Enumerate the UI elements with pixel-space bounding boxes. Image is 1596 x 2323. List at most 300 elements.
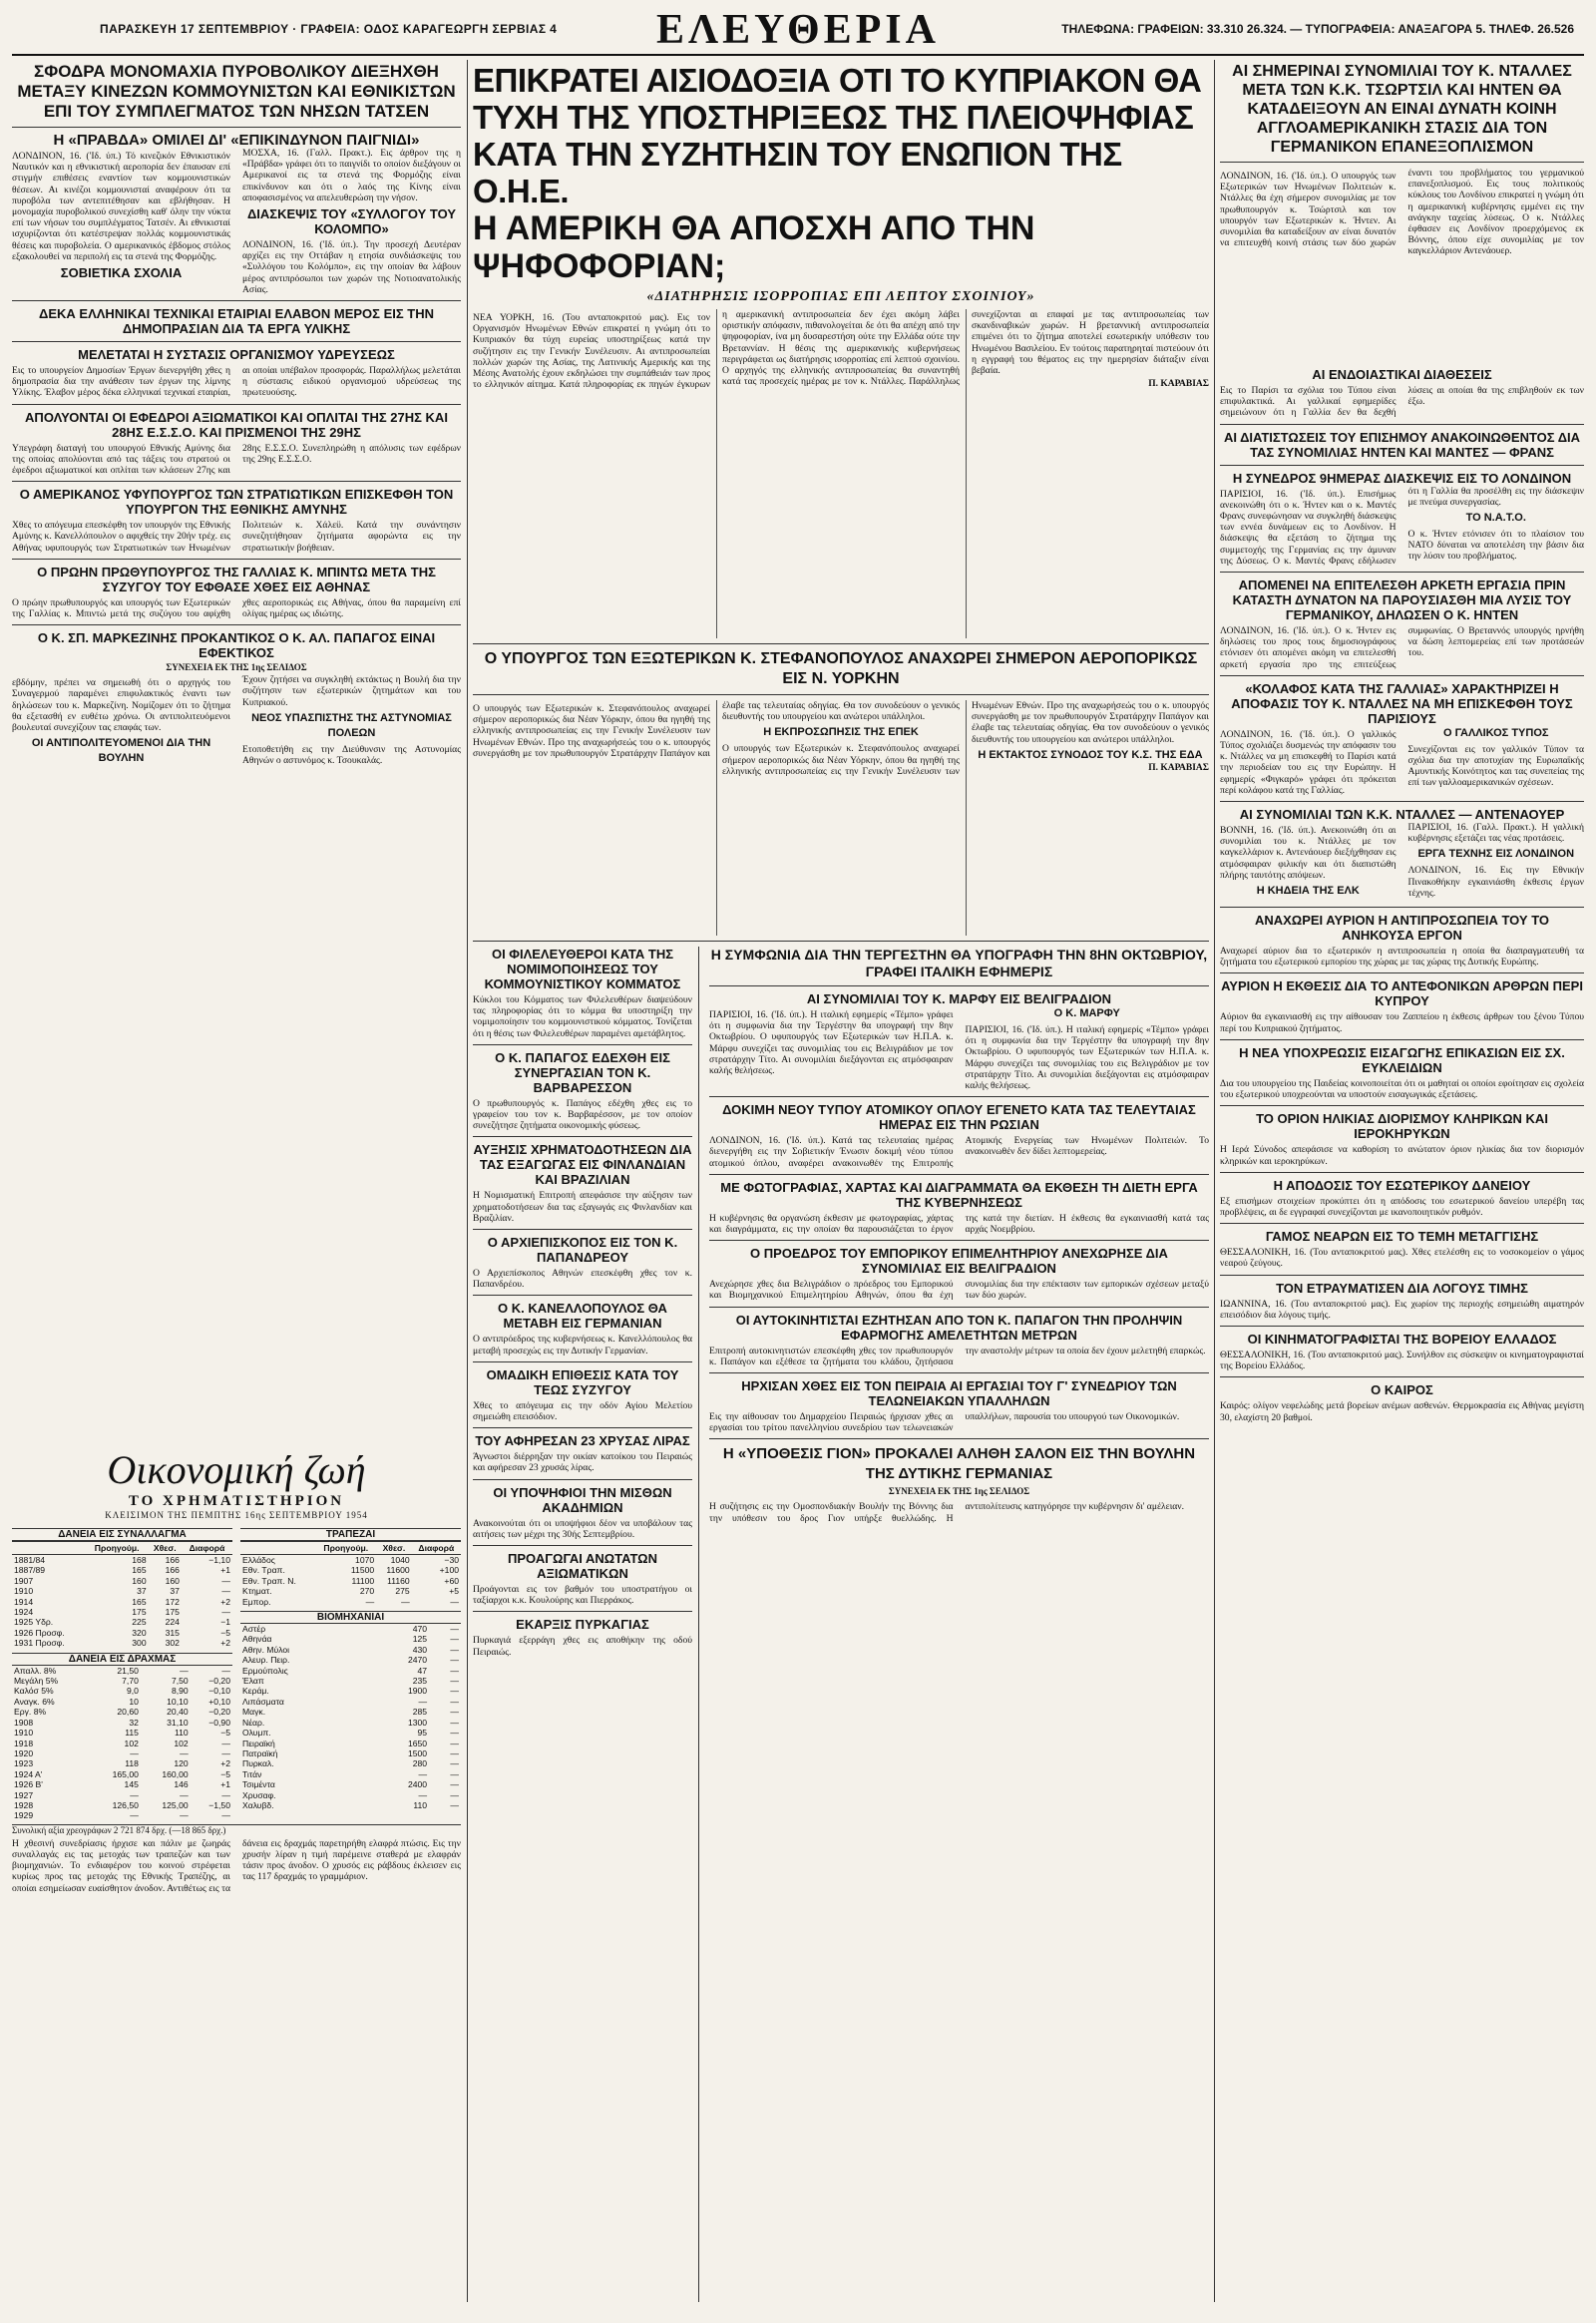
banks-cell: +100: [439, 1565, 459, 1576]
brief-headline: ΕΚΑΡΞΙΣ ΠΥΡΚΑΓΙΑΣ: [516, 1617, 649, 1633]
loans-row: [12, 1638, 232, 1648]
industries-cell: —: [418, 1768, 428, 1779]
industries-cell: Πατραϊκή: [242, 1747, 278, 1758]
drachma-loans-row: [12, 1758, 232, 1768]
nato-text: Ο κ. Ήντεν ετόνισεν ότι το πλαίσιον του ΝΑΤΟ δύναται να αποτελέση την βάσιν δια την λύσιν του προβλήματος.: [1407, 529, 1584, 563]
drachma-loans-cell: —: [130, 1789, 139, 1800]
banks-cell: 1070: [355, 1555, 375, 1565]
colombo-text: ΛΟΝΔΙΝΟΝ, 16. ('Ιδ. ύπ.). Την προσεχή Δευτέραν αρχίζει εις την Οττάβαν η ετησία συνδιάσκεψις του «Συλλόγου του Κολόμπο», εις την οποίαν θα λάβουν μέρος αντιπρόσωποι των χωρών της Νοτιοανατολικής Ασίας.: [242, 239, 461, 295]
masthead: [12, 8, 1584, 56]
trieste-headline: Η ΣΥΜΦΩΝΙΑ ΔΙΑ ΤΗΝ ΤΕΡΓΕΣΤΗΝ ΘΑ ΥΠΟΓΡΑΦΗ ΤΗΝ 8ΗΝ ΟΚΤΩΒΡΙΟΥ, ΓΡΑΦΕΙ ΙΤΑΛΙΚΗ ΕΦΗΜΕΡΙΣ: [710, 947, 1208, 979]
brief-text: Προάγονται εις τον βαθμόν του υποστρατήγου οι ταξίαρχοι κ.κ. Κουλούρης και Πιερράκος.: [473, 1584, 692, 1607]
drachma-loans-cell: 1918: [14, 1738, 34, 1748]
local-brief-text: Εξ επισήμων στοιχείων προκύπτει ότι η απόδοσις του εσωτερικού δανείου υπερέβη τας προβλέψεις, αι δε εγγραφαί συνεχίζονται με ικανοποιητικόν ρυθμόν.: [1220, 1195, 1584, 1218]
local-brief-text: Η Ιερά Σύνοδος απεφάσισε να καθορίση το ανώτατον όριον ηλικίας δια τον διορισμόν κληρικών και ιεροκηρύκων.: [1220, 1144, 1584, 1167]
industries-cell: —: [450, 1779, 459, 1790]
industries-cell: Αλευρ. Πειρ.: [242, 1655, 290, 1666]
drachma-loans-table: [12, 1666, 232, 1821]
drachma-loans-row: [12, 1739, 232, 1748]
france-slap-text: ΛΟΝΔΙΝΟΝ, 16. ('Ιδ. ύπ.). Ο γαλλικός Τύπος σχολιάζει δυσμενώς την απόφασιν του κ. Ντάλλες να μη επισκεφθή το Παρίσι κατά την περιοδείαν του εις την Ευρώπην. Η εφημερίς «Φιγκαρό» γράφει ότι πρόκειται περί κολάφου κατά της Γαλλίας.: [1220, 728, 1396, 796]
drachma-loans-cell: 102: [174, 1738, 189, 1748]
drachma-loans-cell: —: [221, 1738, 230, 1748]
industries-cell: —: [450, 1789, 459, 1800]
local-briefs: [1220, 913, 1584, 1423]
brief-headline: ΟΙ ΦΙΛΕΛΕΥΘΕΡΟΙ ΚΑΤΑ ΤΗΣ ΝΟΜΙΜΟΠΟΙΗΣΕΩΣ ΤΟΥ ΚΟΜΜΟΥΝΙΣΤΙΚΟΥ ΚΟΜΜΑΤΟΣ: [484, 947, 681, 991]
local-brief-headline: Η ΑΠΟΔΟΣΙΣ ΤΟΥ ΕΣΩΤΕΡΙΚΟΥ ΔΑΝΕΙΟΥ: [1273, 1177, 1531, 1193]
industries-cell: Αθην. Μύλοι: [242, 1644, 290, 1655]
drachma-loans-row: [12, 1748, 232, 1758]
loans-row: [12, 1576, 232, 1586]
loans-cell: 165: [132, 1565, 147, 1576]
markezinis-text: εβδόμην, πρέπει να σημειωθή ότι ο αρχηγός του Συναγερμού παραμένει επιφυλακτικός έναντι των δηλώσεων του κ. Μαρκεζίνη. Νομίζομεν ότι το ζήτημα θα εξετασθή εν ευθέτω χρόνω. Οι αντιπολιτευόμενοι βουλευταί συνεχίζουν τας επαφάς των.: [12, 677, 230, 734]
loans-cell: 37: [137, 1586, 147, 1597]
industries-cell: —: [450, 1747, 459, 1758]
banks-cell: Κτηματ.: [242, 1586, 272, 1597]
banks-cell: Εμπορ.: [242, 1596, 271, 1607]
brief-headline: Ο ΑΡΧΙΕΠΙΣΚΟΠΟΣ ΕΙΣ ΤΟΝ Κ. ΠΑΠΑΝΔΡΕΟΥ: [487, 1235, 678, 1266]
eden-statement-text: ΛΟΝΔΙΝΟΝ, 16. ('Ιδ. ύπ.). Ο κ. Ήντεν εις δηλώσεις του προς τους δημοσιογράφους ετόνισεν ότι απομένει ακόμη να επιτελεσθή αρκετή εργασία προ της επιτεύξεως συμφωνίας. Ο Βρεταννός υπουργός ηρνήθη να δώση λεπτομερείας επί των προτάσεών του.: [1220, 625, 1584, 670]
industries-row: [240, 1769, 461, 1779]
drachma-loans-cell: 110: [174, 1728, 189, 1739]
newspaper-page: [12, 8, 1584, 2307]
loans-cell: —: [221, 1586, 230, 1597]
banks-column-header: Προηγούμ.: [315, 1542, 376, 1555]
loans-cell: 300: [132, 1638, 147, 1649]
industries-cell: —: [450, 1686, 459, 1697]
industries-row: [240, 1800, 461, 1810]
drachma-loans-cell: 7,70: [122, 1676, 139, 1687]
opposition-headline: ΟΙ ΑΝΤΙΠΟΛΙΤΕΥΟΜΕΝΟΙ ΔΙΑ ΤΗΝ ΒΟΥΛΗΝ: [31, 737, 211, 765]
industries-row: [240, 1655, 461, 1665]
loans-cell: 1887/89: [14, 1565, 46, 1576]
local-brief-text: Αύριον θα εγκαινιασθή εις την αίθουσαν του Ζαππείου η έκθεσις άρθρων του ξένου Τύπου περί του Κυπριακού ζητήματος.: [1220, 1011, 1584, 1034]
loans-cell: 165: [132, 1596, 147, 1607]
fm-signature: Π. ΚΑΡΑΒΙΑΣ: [1148, 762, 1209, 773]
local-brief-text: ΘΕΣΣΑΛΟΝΙΚΗ, 16. (Του ανταποκριτού μας). Συνήλθον εις σύσκεψιν οι κινηματογραφισταί της Βορείου Ελλάδος.: [1220, 1349, 1584, 1372]
drachma-loans-cell: 1927: [14, 1789, 34, 1800]
murphy-label: Ο Κ. ΜΑΡΦΥ: [1053, 1007, 1120, 1019]
trieste-text: ΠΑΡΙΣΙΟΙ, 16. ('Ιδ. ύπ.). Η ιταλική εφημερίς «Τέμπο» γράφει ότι η συμφωνία δια την Τεργέστην θα υπογραφή την 8ην Οκτωβρίου. Ο υφυπουργός των Εξωτερικών των Η.Π.Α. κ. Μάρφυ συνεχίζει τας συνομιλίας του εις Βελιγράδιον με τον στρατάρχην Τίτο. Αι συνομιλίαι διεξάγονται εις ατμόσφαιραν καλής θελήσεως.: [709, 1009, 954, 1077]
drachma-loans-cell: 9,0: [126, 1686, 139, 1697]
brief-text: Άγνωστοι διέρρηξαν την οικίαν κατοίκου του Πειραιώς και αφήρεσαν 23 χρυσάς λίρας.: [473, 1451, 692, 1474]
drachma-loans-cell: 125,00: [162, 1799, 189, 1810]
drachma-loans-row: [12, 1800, 232, 1810]
loans-cell: 1931 Προσφ.: [14, 1638, 65, 1649]
local-brief-text: ΘΕΣΣΑΛΟΝΙΚΗ, 16. (Του ανταποκριτού μας). Χθες ετελέσθη εις το νοσοκομείον ο γάμος νεαρού ζεύγους.: [1220, 1247, 1584, 1270]
loans-cell: +1: [220, 1565, 230, 1576]
industries-cell: Πυρκαλ.: [242, 1758, 274, 1769]
banks-row: [240, 1576, 461, 1586]
motorists-text: Επιτροπή αυτοκινητιστών επεσκέφθη χθες τον πρωθυπουργόν κ. Παπάγον και εξέθεσε τα ζητήματα του κλάδου, ζητήσασα την αναστολήν μέτρων τα οποία δεν έχουν μελετηθή επαρκώς.: [709, 1345, 1206, 1367]
brief-text: Ανακοινούται ότι οι υποψήφιοι δέον να υποβάλουν τας αιτήσεις των μέχρι της 30ής Σεπτεμβρίου.: [473, 1517, 692, 1540]
industries-cell: Αθηνάα: [242, 1634, 272, 1645]
industries-row: [240, 1666, 461, 1676]
drachma-loans-title: ΔΑΝΕΙΑ ΕΙΣ ΔΡΑΧΜΑΣ: [12, 1653, 232, 1666]
loans-cell: +2: [220, 1638, 230, 1649]
industries-row: [240, 1634, 461, 1644]
dulles-adenauer-text: ΒΟΝΝΗ, 16. ('Ιδ. ύπ.). Ανεκοινώθη ότι αι συνομιλίαι του κ. Ντάλλες με τον καγκελλάριον κ. Αντενάουερ διεξήχθησαν εις ατμόσφαιραν φιλικήν και ότι διαπιστώθη πλήρης ταυτότης απόψεων.: [1220, 825, 1396, 881]
drachma-loans-cell: 146: [174, 1779, 189, 1790]
french-press-text: Συνεχίζονται εις τον γαλλικόν Τύπον τα σχόλια δια την αποτυχίαν της Ευρωπαϊκής Αμυντικής Κοινότητος και τας συνεπείας της επί των γαλλοαμερικανικών σχέσεων.: [1407, 743, 1584, 789]
loans-cell: 166: [165, 1555, 180, 1565]
industries-cell: 2470: [407, 1655, 428, 1666]
loans-title: ΔΑΝΕΙΑ ΕΙΣ ΣΥΝΑΛΛΑΓΜΑ: [12, 1528, 232, 1541]
main-headline-2: Η ΑΜΕΡΙΚΗ ΘΑ ΑΠΟΣΧΗ ΑΠΟ ΤΗΝ ΨΗΦΟΦΟΡΙΑΝ;: [473, 209, 1035, 285]
total-value: Συνολική αξία χρεογράφων 2 721 874 δρχ. (—18 865 δρχ.): [12, 1824, 461, 1835]
drachma-loans-row: [12, 1686, 232, 1696]
john-affair-headline: Η «ΥΠΟΘΕΣΙΣ ΓΙΟΝ» ΠΡΟΚΑΛΕΙ ΑΛΗΘΗ ΣΑΛΟΝ ΕΙΣ ΤΗΝ ΒΟΥΛΗΝ ΤΗΣ ΔΥΤΙΚΗΣ ΓΕΡΜΑΝΙΑΣ: [722, 1445, 1196, 1483]
john-affair-text: Η συζήτησις εις την Ομοσπονδιακήν Βουλήν της Βόννης δια την υπόθεσιν του δρος Γιον υπήρξε θυελλώδης. Η αντιπολίτευσις κατηγόρησε την κυβέρνησιν δι' αμέλειαν.: [709, 1501, 1185, 1524]
tech-text: Εις το υπουργείον Δημοσίων Έργων διενεργήθη χθες η δημοπρασία δια την ανάθεσιν των έργων της λίμνης Υλίκης. Έλαβον μέρος δέκα ελληνικαί τεχνικαί εταιρίαι, αι οποίαι υπέβαλον προσφοράς. Παραλλήλως μελετάται η σύστασις ειδικού οργανισμού υδρεύσεως της πρωτευούσης.: [12, 365, 461, 399]
drachma-loans-cell: 115: [125, 1728, 139, 1739]
left-lead-headline: ΣΦΟΔΡΑ ΜΟΝΟΜΑΧΙΑ ΠΥΡΟΒΟΛΙΚΟΥ ΔΙΕΞΗΧΘΗ ΜΕΤΑΞΥ ΚΙΝΕΖΩΝ ΚΟΜΜΟΥΝΙΣΤΩΝ ΚΑΙ ΕΘΝΙΚΙΣΤΩΝ ΕΠΙ ΤΟΥ ΣΥΜΠΛΕΓΜΑΤΟΣ ΤΩΝ ΝΗΣΩΝ ΤΑΤΣΕΝ: [17, 62, 456, 121]
banks-cell: 1040: [390, 1555, 410, 1565]
industries-row: [240, 1758, 461, 1768]
industries-row: [240, 1790, 461, 1800]
customs-text: Εις την αίθουσαν του Δημαρχείου Πειραιώς ήρχισαν χθες αι εργασίαι του τρίτου πανελληνίου συνεδρίου των τελωνειακών υπαλλήλων, παρουσία του υπουργού των Οικονομικών.: [709, 1411, 1180, 1434]
economy-section: [12, 1442, 461, 2300]
drachma-loans-row: [12, 1728, 232, 1738]
opposition-text: Έχουν ζητήσει να συγκληθή εκτάκτως η Βουλή δια την συζήτησιν των εξωτερικών ζητημάτων και του Κυπριακού.: [242, 674, 461, 708]
industries-row: [240, 1686, 461, 1696]
industries-row: [240, 1624, 461, 1634]
left-lead-subheadline: Η «ΠΡΑΒΔΑ» ΟΜΙΛΕΙ ΔΙ' «ΕΠΙΚΙΝΔΥΝΟΝ ΠΑΙΓΝΙΔΙ»: [53, 132, 420, 149]
banks-cell: 275: [395, 1586, 410, 1597]
left-lead-text: ΛΟΝΔΙΝΟΝ, 16. ('Ιδ. ύπ.) Τό κινεζικόν Εθνικιστικόν Ναυτικόν και η εθνικιστική αεροπορία δεν έπαυσαν επί στιγμήν επιθέσεις εναντίον των κομμουνιστικών θέσεων. Αι κινέζοι κομμουνισταί αναφέρουν ότι τα πυροβόλα των αντεπιτέθησαν και εβλήθησαν. Η μονομαχία πυροβολικού συνεχίσθη καθ' όλην την νύκτα επί των νήσων του συμπλέγματος Τατσέν. Αι εθνικισταί ισχυρίζονται ότι κατέστρεψαν πολλάς κομμουνιστικάς θέσεις και πυροβολεία. Ο αμερικανικός έβδομος στόλος εξακολουθεί να περιπολή εις τα στενά της Φορμόζης.: [12, 151, 230, 262]
fm-text: Ο υπουργός των Εξωτερικών κ. Στεφανόπουλος αναχωρεί σήμερον αεροπορικώς δια Νέαν Υόρκην, όπου θα ηγηθή της ελληνικής αντιπροσωπείας εις την Γενικήν Συνέλευσιν των Ηνωμένων Εθνών. Προ της αναχωρήσεώς του ο κ. υπουργός συνεργάσθη με τον πρωθυπουργόν Στρατάρχην Παπάγον και έλαβε τας τελευταίας οδηγίας. Θα τον συνοδεύουν ο γενικός διευθυντής του υπουργείου και ανώτεροι υπάλληλοι.: [473, 700, 960, 759]
bidault-text: Ο πρώην πρωθυπουργός και υπουργός των Εξωτερικών της Γαλλίας κ. Μπιντώ μετά της συζύγου του αφίχθη χθες αεροπορικώς εις Αθήνας, όπου θα παραμείνη επί ολίγας ημέρας ως ιδιώτης.: [12, 596, 461, 620]
drachma-loans-cell: 31,10: [167, 1717, 189, 1728]
drachma-loans-cell: +0,10: [208, 1696, 230, 1707]
industries-cell: —: [450, 1696, 459, 1707]
officers-headline: ΑΠΟΛΥΟΝΤΑΙ ΟΙ ΕΦΕΔΡΟΙ ΑΞΙΩΜΑΤΙΚΟΙ ΚΑΙ ΟΠΛΙΤΑΙ ΤΗΣ 27ΗΣ ΚΑΙ 28ΗΣ Ε.Σ.Σ.Ο. ΚΑΙ ΠΡΙΣΜΕΝΟΙ ΤΗΣ 29ΗΣ: [25, 409, 448, 440]
banks-row: [240, 1586, 461, 1596]
drachma-loans-cell: +1: [220, 1779, 230, 1790]
loans-cell: 1881/84: [14, 1555, 46, 1565]
loans-cell: 224: [165, 1617, 180, 1628]
banks-cell: +5: [449, 1586, 459, 1597]
french-press-label: Ο ΓΑΛΛΙΚΟΣ ΤΥΠΟΣ: [1442, 726, 1549, 739]
column-rule: [1214, 60, 1215, 2302]
loans-cell: 166: [165, 1565, 180, 1576]
industries-cell: —: [450, 1799, 459, 1810]
industries-cell: —: [418, 1789, 428, 1800]
industries-cell: —: [450, 1634, 459, 1645]
drachma-loans-row: [12, 1718, 232, 1728]
economy-title: Οικονομική ζωή: [107, 1447, 366, 1492]
banks-cell: 11100: [351, 1575, 375, 1586]
drachma-loans-cell: —: [180, 1789, 189, 1800]
local-brief-headline: ΑΝΑΧΩΡΕΙ ΑΥΡΙΟΝ Η ΑΝΤΙΠΡΟΣΩΠΕΙΑ ΤΟΥ ΤΟ ΑΝΗΚΟΥΣΑ ΕΡΓΟΝ: [1254, 913, 1550, 944]
industries-cell: Έλαπ: [242, 1676, 264, 1687]
banks-block: [240, 1524, 461, 1821]
atomic-headline: ΔΟΚΙΜΗ ΝΕΟΥ ΤΥΠΟΥ ΑΤΟΜΙΚΟΥ ΟΠΛΟΥ ΕΓΕΝΕΤΟ ΚΑΤΑ ΤΑΣ ΤΕΛΕΥΤΑΙΑΣ ΗΜΕΡΑΣ ΕΙΣ ΤΗΝ ΡΩΣΙΑΝ: [722, 1102, 1196, 1133]
fm-article: [473, 700, 1209, 936]
right-column: [1220, 62, 1584, 2302]
loans-cell: 302: [165, 1638, 180, 1649]
drachma-loans-row: [12, 1790, 232, 1800]
markezinis-sub: ΣΥΝΕΧΕΙΑ ΕΚ ΤΗΣ 1ης ΣΕΛΙΔΟΣ: [166, 662, 307, 673]
industries-cell: —: [450, 1707, 459, 1718]
industries-cell: 430: [412, 1644, 428, 1655]
funeral-text: ΠΑΡΙΣΙΟΙ, 16. (Γαλλ. Πρακτ.). Η γαλλική κυβέρνησις εξετάζει τας νέας προτάσεις.: [1407, 822, 1584, 845]
loans-cell: −5: [220, 1627, 230, 1638]
industries-cell: 125: [412, 1634, 428, 1645]
drachma-loans-row: [12, 1676, 232, 1686]
drachma-loans-cell: 1923: [14, 1758, 34, 1769]
drachma-loans-cell: Μεγάλη 5%: [14, 1676, 59, 1687]
police-text: Ετοποθετήθη εις την Διεύθυνσιν της Αστυνομίας Αθηνών ο αστυνόμος κ. Τσουκαλάς.: [242, 743, 461, 767]
banks-cell: Εθν. Τραπ. Ν.: [242, 1575, 296, 1586]
loans-cell: 315: [165, 1627, 180, 1638]
industries-cell: Λιπάσματα: [242, 1696, 284, 1707]
officers-text: Υπεγράφη διαταγή του υπουργού Εθνικής Αμύνης δια της οποίας απολύονται από τας τάξεις του στρατού οι έφεδροι αξιωματικοί και οπλίται των κλάσεων 27ης και 28ης Ε.Σ.Σ.Ο. Συνεπληρώθη η απόλυσις των εφέδρων της 29ης Ε.Σ.Σ.Ο.: [12, 442, 461, 477]
brief-text: Πυρκαγιά εξερράγη χθες εις αποθήκην της οδού Πειραιώς.: [473, 1635, 692, 1658]
industries-cell: 280: [412, 1758, 428, 1769]
industries-cell: —: [450, 1665, 459, 1676]
motorists-headline: ΟΙ ΑΥΤΟΚΙΝΗΤΙΣΤΑΙ ΕΖΗΤΗΣΑΝ ΑΠΟ ΤΟΝ Κ. ΠΑΠΑΓΟΝ ΤΗΝ ΠΡΟΛΗΨΙΝ ΕΦΑΡΜΟΓΗΣ ΑΜΕΛΕΤΗΤΩΝ ΜΕΤΡΩΝ: [735, 1312, 1183, 1343]
masthead-phones: ΤΗΛΕΦΩΝΑ: ΓΡΑΦΕΙΩΝ: 33.310 26.324. — ΤΥΠΟΓΡΑΦΕΙΑ: ΑΝΑΞΑΓΟΡΑ 5. ΤΗΛΕΦ. 26.526: [1061, 22, 1574, 36]
loans-cell: 160: [132, 1575, 147, 1586]
banks-cell: Εθν. Τραπ.: [242, 1565, 285, 1576]
loans-cell: 1910: [14, 1586, 34, 1597]
drachma-loans-cell: 7,50: [171, 1676, 189, 1687]
main-headline: ΕΠΙΚΡΑΤΕΙ ΑΙΣΙΟΔΟΞΙΑ ΟΤΙ ΤΟ ΚΥΠΡΙΑΚΟΝ ΘΑ ΤΥΧΗ ΤΗΣ ΥΠΟΣΤΗΡΙΞΕΩΣ ΤΗΣ ΠΛΕΙΟΨΗΦΙΑΣ ΚΑΤΑ ΤΗΝ ΣΥΖΗΤΗΣΙΝ ΤΟΥ ΕΝΩΠΙΟΝ ΤΗΣ Ο.Η.Ε.: [473, 62, 1202, 209]
industries-cell: —: [450, 1624, 459, 1635]
banks-row: [240, 1555, 461, 1566]
drachma-loans-cell: —: [180, 1747, 189, 1758]
loans-cell: 168: [132, 1555, 147, 1565]
industries-cell: —: [418, 1696, 428, 1707]
drachma-loans-cell: −0,20: [208, 1676, 230, 1687]
drachma-loans-cell: 10: [129, 1696, 139, 1707]
brief-headline: ΟΜΑΔΙΚΗ ΕΠΙΘΕΣΙΣ ΚΑΤΑ ΤΟΥ ΤΕΩΣ ΣΥΖΥΓΟΥ: [486, 1366, 679, 1397]
banks-table: [240, 1541, 461, 1607]
center-column: [473, 62, 1209, 2302]
drachma-loans-cell: 1926 Β': [14, 1779, 43, 1790]
brief-headline: Ο Κ. ΚΑΝΕΛΛΟΠΟΥΛΟΣ ΘΑ ΜΕΤΑΒΗ ΕΙΣ ΓΕΡΜΑΝΙΑΝ: [498, 1301, 667, 1332]
brief-text: Κύκλοι του Κόμματος των Φιλελευθέρων διαψεύδουν τας πληροφορίας ότι το κόμμα θα υποστηρίξη την νομιμοποίησιν του κομμουνιστικού κόμματος. Τονίζεται ότι η θέσις των Φιλελευθέρων παραμένει αμετάβλητος.: [473, 994, 692, 1039]
local-brief-headline: ΑΥΡΙΟΝ Η ΕΚΘΕΣΙΣ ΔΙΑ ΤΟ ΑΝΤΕΦΟΝΙΚΩΝ ΑΡΘΡΩΝ ΠΕΡΙ ΚΥΠΡΟΥ: [1221, 978, 1583, 1009]
drachma-loans-cell: −5: [220, 1728, 230, 1739]
drachma-loans-cell: 118: [125, 1758, 139, 1769]
industries-cell: 1650: [407, 1738, 428, 1748]
drachma-loans-cell: −5: [220, 1768, 230, 1779]
drachma-loans-cell: 160,00: [162, 1768, 189, 1779]
tech-headline: ΔΕΚΑ ΕΛΛΗΝΙΚΑΙ ΤΕΧΝΙΚΑΙ ΕΤΑΙΡΙΑΙ ΕΛΑΒΟΝ ΜΕΡΟΣ ΕΙΣ ΤΗΝ ΔΗΜΟΠΡΑΣΙΑΝ ΔΙΑ ΤΑ ΕΡΓΑ ΥΛΙΚΗΣ: [39, 306, 434, 337]
industries-cell: 1300: [407, 1717, 428, 1728]
banks-cell: —: [401, 1596, 410, 1607]
drachma-loans-cell: 1908: [14, 1717, 34, 1728]
drachma-loans-cell: —: [221, 1665, 230, 1676]
drachma-loans-row: [12, 1697, 232, 1707]
local-brief-text: Δια του υπουργείου της Παιδείας κοινοποιείται ότι οι μαθηταί οι οποίοι εφοίτησαν εις σχολεία του εξωτερικού υποχρεούνται να υποστούν εισαγωγικάς εξετάσεις.: [1220, 1077, 1584, 1101]
drachma-loans-cell: 1924 Α': [14, 1768, 43, 1779]
drachma-loans-cell: 126,50: [112, 1799, 139, 1810]
john-affair-sub: ΣΥΝΕΧΕΙΑ ΕΚ ΤΗΣ 1ης ΣΕΛΙΔΟΣ: [888, 1486, 1030, 1497]
banks-cell: Ελλάδος: [242, 1555, 275, 1565]
loans-row: [12, 1597, 232, 1607]
industries-cell: Μαγκ.: [242, 1707, 266, 1718]
trieste-subheadline: ΑΙ ΣΥΝΟΜΙΛΙΑΙ ΤΟΥ Κ. ΜΑΡΦΥ ΕΙΣ ΒΕΛΙΓΡΑΔΙΟΝ: [806, 991, 1112, 1006]
art-text: ΛΟΝΔΙΝΟΝ, 16. Εις την Εθνικήν Πινακοθήκην εγκαινιάσθη έκθεσις έργων τέχνης.: [1407, 865, 1584, 899]
main-article-text: ΝΕΑ ΥΟΡΚΗ, 16. (Του ανταποκριτού μας). Εις τον Οργανισμόν Ηνωμένων Εθνών επικρατεί η γνώμη ότι το Κυπριακόν θα τύχη ευρείας υποστηρίξεως κατά την συζήτησιν εις την Γενικήν Συνέλευσιν. Αι αντιπροσωπείαι πολλών χωρών της Ασίας, της Λατινικής Αμερικής και της Μέσης Ανατολής έχουν εκδηλώσει την συμπάθειάν των προς το ελληνικόν αίτημα. Κατά πληροφορίας εκ πηγών έγκυρων η αμερικανική αντιπροσωπεία δεν έχει ακόμη λάβει οριστικήν απόφασιν, πιθανολογείται δε ότι θα απέχη από την ψηφοφορίαν, ίνα μη δυσαρεστήση ούτε την Ελλάδα ούτε την Βρεταννίαν. Η θέσις της αμερικανικής κυβερνήσεως περιγράφεται ως διατήρησις ισορροπίας επί λεπτού σχοινίου. Ο αρχηγός της ελληνικής αντιπροσωπείας θα συναντηθή κατά τας προσεχείς ημέρας με τον κ. Ντάλλες. Παράλληλως συνεχίζονται αι επαφαί με τας αντιπροσωπείας των σκανδιναβικών χωρών. Η βρεταννική αντιπροσωπεία επιμένει ότι το ζήτημα αποτελεί εσωτερικήν υπόθεσιν του Ηνωμένου Βασιλείου. Εν τούτοις παρατηρηταί πιστεύουν ότι η εγγραφή του θέματος εις την ημερησίαν διάταξιν είναι βεβαία.: [473, 309, 1209, 391]
drachma-loans-cell: −1,50: [208, 1799, 230, 1810]
drachma-loans-cell: 10,10: [167, 1696, 189, 1707]
drachma-loans-cell: —: [221, 1747, 230, 1758]
banks-cell: 11160: [387, 1575, 410, 1586]
soviet-text: ΜΟΣΧΑ, 16. (Γαλλ. Πρακτ.). Εις άρθρον της η «Πράβδα» γράφει ότι το παιγνίδι το οποίον διεξάγουν οι Αμερικανοί εις τα στενά της Φορμόζης είναι επικίνδυνον και ότι ο λαός της Κίνης είναι αποφασισμένος να απελευθερώση την νήσον.: [242, 148, 461, 203]
conference-subheadline: Η ΣΥΝΕΔΡΟΣ 9ΗΜΕΡΑΣ ΔΙΑΣΚΕΨΙΣ ΕΙΣ ΤΟ ΛΟΝΔΙΝΟΝ: [1232, 470, 1572, 486]
loans-row: [12, 1586, 232, 1596]
industries-cell: Χρυσαφ.: [242, 1789, 276, 1800]
banks-column-header: [240, 1542, 315, 1555]
loans-cell: 1925 Υδρ.: [14, 1617, 54, 1628]
industries-cell: Ερμούπολις: [242, 1665, 288, 1676]
stock-exchange-title: ΤΟ ΧΡΗΜΑΤΙΣΤΗΡΙΟΝ: [128, 1493, 345, 1509]
industries-row: [240, 1676, 461, 1686]
industries-cell: Ολυμπ.: [242, 1728, 271, 1739]
loans-cell: −1,10: [208, 1555, 230, 1565]
drachma-loans-cell: Εργ. 8%: [14, 1707, 47, 1718]
drachma-loans-cell: —: [221, 1810, 230, 1821]
local-brief-text: ΙΩΑΝΝΙΝΑ, 16. (Του ανταποκριτού μας). Εις χωρίον της περιοχής εσημειώθη αιματηρόν επεισόδιον δια λόγους τιμής.: [1220, 1298, 1584, 1321]
drachma-loans-cell: −0,90: [208, 1717, 230, 1728]
main-article-signature: Π. ΚΑΡΑΒΙΑΣ: [1148, 379, 1209, 390]
market-commentary: Η χθεσινή συνεδρίασις ήρχισε και πάλιν με ζωηράς συναλλαγάς εις τας μετοχάς των τραπεζών και των βιομηχανιών. Το ενδιαφέρον του κοινού στρέφεται κυρίως προς τας μετοχάς της Εθνικής Τραπέζης, αι οποίαι εσημείωσαν ευαίσθητον άνοδον. Αντιθέτως εις τα δάνεια εις δραχμάς παρετηρήθη ελαφρά πτώσις. Εις την χρυσήν λίραν η τιμή παρέμεινε σταθερά με ελαφράν τάσιν προς άνοδον. Ο χρυσός εις ράβδους έκλεισεν εις τας 117 δραχμάς το γραμμάριον.: [12, 1837, 461, 1894]
banks-cell: 11600: [386, 1565, 410, 1576]
industries-row: [240, 1707, 461, 1717]
drachma-loans-cell: 20,60: [117, 1707, 139, 1718]
industries-row: [240, 1728, 461, 1738]
industries-row: [240, 1645, 461, 1655]
drachma-loans-cell: —: [221, 1789, 230, 1800]
colombo-headline: ΔΙΑΣΚΕΨΙΣ ΤΟΥ «ΣΥΛΛΟΓΟΥ ΤΟΥ ΚΟΛΟΜΠΟ»: [246, 206, 457, 237]
industries-row: [240, 1739, 461, 1748]
reservations-headline: ΑΙ ΕΝΔΟΙΑΣΤΙΚΑΙ ΔΙΑΘΕΣΕΙΣ: [1312, 367, 1492, 382]
industries-cell: 235: [412, 1676, 428, 1687]
weather-headline: Ο ΚΑΙΡΟΣ: [1371, 1382, 1433, 1398]
loans-cell: —: [221, 1607, 230, 1618]
industries-cell: Τιτάν: [242, 1768, 262, 1779]
drachma-loans-row: [12, 1707, 232, 1717]
drachma-loans-cell: 1929: [14, 1810, 34, 1821]
drachma-loans-cell: 102: [124, 1738, 139, 1748]
industries-row: [240, 1779, 461, 1789]
banks-row: [240, 1565, 461, 1575]
banks-row: [240, 1597, 461, 1607]
drachma-loans-cell: 20,40: [167, 1707, 189, 1718]
loans-cell: 37: [170, 1586, 180, 1597]
loans-row: [12, 1628, 232, 1638]
loans-cell: +2: [220, 1596, 230, 1607]
industries-cell: 47: [417, 1665, 428, 1676]
left-column: [12, 62, 461, 1438]
brief-text: Χθες το απόγευμα εις την οδόν Αγίου Μελετίου σημειώθη επεισόδιον.: [473, 1399, 692, 1423]
chamber-text: Ανεχώρησε χθες δια Βελιγράδιον ο πρόεδρος του Εμπορικού και Βιομηχανικού Επιμελητηρίου Αθηνών, όπου θα έχη συνομιλίας δια την επέκτασιν των εμπορικών σχέσεων μεταξύ των δύο χωρών.: [709, 1279, 1209, 1302]
industries-cell: —: [450, 1758, 459, 1769]
drachma-loans-cell: Αναγκ. 6%: [14, 1696, 55, 1707]
loans-row: [12, 1565, 232, 1575]
industries-row: [240, 1748, 461, 1758]
industries-cell: 2400: [407, 1779, 428, 1790]
industries-row: [240, 1697, 461, 1707]
banks-cell: +60: [444, 1575, 459, 1586]
exhibition-text: Η κυβέρνησις θα οργανώση έκθεσιν με φωτογραφίας, χάρτας και διαγράμματα, εις την οποίαν θα παρουσιάζεται το έργον της κατά την διετίαν. Η έκθεσις θα εγκαινιασθή κατά τας αρχάς Νοεμβρίου.: [709, 1212, 1209, 1236]
brief-text: Ο πρωθυπουργός κ. Παπάγος εδέχθη χθες εις το γραφείον του τον κ. Βαρβαρέσσον, με τον οποίον συνεζήτησε ζητήματα οικονομικής φύσεως.: [473, 1097, 692, 1132]
industries-cell: 1500: [407, 1747, 428, 1758]
industries-cell: 95: [417, 1728, 428, 1739]
dulles-text: ΛΟΝΔΙΝΟΝ, 16. ('Ιδ. ύπ.). Ο υπουργός των Εξωτερικών των Ηνωμένων Πολιτειών κ. Ντάλλες θα έχη σήμερον συνομιλίας με τον πρωθυπουργόν κ. Τσώρτσιλ και τον υπουργόν των Εξωτερικών κ. Ήντεν. Αι συνομιλίαι θα καταδείξουν αν είναι δυνατόν να επιτευχθή κοινή στάσις των δύο χωρών έναντι του προβλήματος του γερμανικού επανεξοπλισμού. Εις τους πολιτικούς κύκλους του Λονδίνου επικρατεί η γνώμη ότι η αμερικανική κυβέρνησις εμμένει εις την ανάγκην ταχείας λύσεως. Ο κ. Ντάλλες έφθασεν εις Λονδίνον προερχόμενος εκ Βόννης, όπου είχε συνομιλίας με τον καγκελλάριον Αντενάουερ.: [1220, 168, 1584, 257]
loans-cell: 225: [132, 1617, 147, 1628]
brief-headline: ΟΙ ΥΠΟΨΗΦΙΟΙ ΤΗΝ ΜΙΣΘΩΝ ΑΚΑΔΗΜΙΩΝ: [493, 1484, 672, 1515]
banks-cell: —: [365, 1596, 375, 1607]
loans-cell: 172: [165, 1596, 180, 1607]
drachma-loans-cell: 8,90: [171, 1686, 189, 1697]
eden-mendes-headline: ΑΙ ΔΙΑΤΙΣΤΩΣΕΙΣ ΤΟΥ ΕΠΙΣΗΜΟΥ ΑΝΑΚΟΙΝΩΘΕΝΤΟΣ ΔΙΑ ΤΑΣ ΣΥΝΟΜΙΛΙΑΣ ΗΝΤΕΝ ΚΑΙ ΜΑΝΤΕΣ — ΦΡΑΝΣ: [1223, 429, 1581, 460]
brief-headline: ΤΟΥ ΑΦΗΡΕΣΑΝ 23 ΧΡΥΣΑΣ ΛΙΡΑΣ: [475, 1433, 690, 1449]
banks-cell: 270: [359, 1586, 375, 1597]
main-subheadline: «ΔΙΑΤΗΡΗΣΙΣ ΙΣΟΡΡΟΠΙΑΣ ΕΠΙ ΛΕΠΤΟΥ ΣΧΟΙΝΙΟΥ»: [646, 289, 1035, 304]
local-brief-headline: ΓΑΜΟΣ ΝΕΑΡΩΝ ΕΙΣ ΤΟ ΤΕΜΗ ΜΕΤΑΓΓΙΣΗΣ: [1265, 1229, 1539, 1245]
industries-cell: 470: [412, 1624, 428, 1635]
dulles-headline: ΑΙ ΣΗΜΕΡΙΝΑΙ ΣΥΝΟΜΙΛΙΑΙ ΤΟΥ Κ. ΝΤΑΛΛΕΣ ΜΕΤΑ ΤΩΝ Κ.Κ. ΤΣΩΡΤΣΙΛ ΚΑΙ ΗΝΤΕΝ ΘΑ ΚΑΤΑΔΕΙΞΟΥΝ ΑΝ ΕΙΝΑΙ ΔΥΝΑΤΗ ΚΟΙΝΗ ΑΓΓΛΟΑΜΕΡΙΚΑΝΙΚΗ ΣΤΑΣΙΣ ΔΙΑ ΤΟΝ ΓΕΡΜΑΝΙΚΟΝ ΕΠΑΝΕΞΟΠΛΙΣΜΟΝ: [1232, 63, 1572, 156]
industries-cell: Χαλυβδ.: [242, 1799, 274, 1810]
loans-column-header: Προηγούμ.: [86, 1542, 149, 1555]
loans-cell: 1926 Προσφ.: [14, 1627, 65, 1638]
industries-cell: —: [450, 1768, 459, 1779]
soviet-headline: ΣΟΒΙΕΤΙΚΑ ΣΧΟΛΙΑ: [60, 265, 183, 281]
brief-headline: Ο Κ. ΠΑΠΑΓΟΣ ΕΔΕΧΘΗ ΕΙΣ ΣΥΝΕΡΓΑΣΙΑΝ ΤΟΝ Κ. ΒΑΡΒΑΡΕΣΣΟΝ: [495, 1049, 670, 1095]
loans-cell: 160: [165, 1575, 180, 1586]
industries-cell: —: [450, 1676, 459, 1687]
industries-cell: —: [450, 1644, 459, 1655]
drachma-loans-cell: 21,50: [117, 1665, 139, 1676]
local-brief-headline: ΤΟΝ ΕΤΡΑΥΜΑΤΙΣΕΝ ΔΙΑ ΛΟΓΟΥΣ ΤΙΜΗΣ: [1276, 1280, 1528, 1296]
industries-cell: Πειραϊκή: [242, 1738, 275, 1748]
banks-cell: —: [450, 1596, 459, 1607]
tech-subheadline: ΜΕΛΕΤΑΤΑΙ Η ΣΥΣΤΑΣΙΣ ΟΡΓΑΝΙΣΜΟΥ ΥΔΡΕΥΣΕΩΣ: [78, 347, 395, 363]
drachma-loans-cell: —: [130, 1747, 139, 1758]
loans-cell: 320: [132, 1627, 147, 1638]
banks-column-header: Διαφορά: [412, 1542, 461, 1555]
drachma-loans-cell: —: [130, 1810, 139, 1821]
us-official-text: Χθες το απόγευμα επεσκέφθη τον υπουργόν της Εθνικής Αμύνης κ. Κανελλόπουλον ο αφιχθείς την 20ήν τρέχ. εις Αθήνας υφυπουργός των Στρατιωτικών των Ηνωμένων Πολιτειών κ. Χάλεϋ. Κατά την συνάντησιν συνεζητήθησαν ζητήματα αφορώντα εις την στρατιωτικήν βοήθειαν.: [12, 520, 461, 554]
loans-column-header: Διαφορά: [182, 1542, 232, 1555]
loans-row: [12, 1607, 232, 1617]
drachma-loans-row: [12, 1666, 232, 1676]
drachma-loans-cell: —: [180, 1665, 189, 1676]
banks-column-header: Χθεσ.: [376, 1542, 412, 1555]
drachma-loans-cell: 165,00: [112, 1768, 139, 1779]
loans-cell: −1: [220, 1617, 230, 1628]
dulles-adenauer-headline: ΑΙ ΣΥΝΟΜΙΛΙΑΙ ΤΩΝ Κ.Κ. ΝΤΑΛΛΕΣ — ΑΝΤΕΝΑΟΥΕΡ: [1239, 807, 1565, 823]
drachma-loans-cell: +2: [220, 1758, 230, 1769]
local-brief-text: Αναχωρεί αύριον δια το εξωτερικόν η αντιπροσωπεία η οποία θα διαπραγματευθή τα ζητήματα του εξωτερικού εμπορίου της χώρας με τας χώρας της Δυτικής Ευρώπης.: [1220, 946, 1584, 968]
local-brief-headline: Η ΝΕΑ ΥΠΟΧΡΕΩΣΙΣ ΕΙΣΑΓΩΓΗΣ ΕΠΙΚΑΣΙΩΝ ΕΙΣ ΣΧ. ΕΥΚΛΕΙΔΙΩΝ: [1239, 1044, 1565, 1075]
column-rule: [467, 60, 468, 2302]
nato-label: ΤΟ Ν.Α.Τ.Ο.: [1465, 512, 1526, 525]
reservations-text: Εις το Παρίσι τα σχόλια του Τύπου είναι επιφυλακτικά. Αι γαλλικαί εφημερίδες σημειώνουν ότι η Γαλλία δεν θα δεχθή λύσεις αι οποίαι θα της επιβληθούν εκ των έξω.: [1220, 385, 1584, 419]
industries-cell: Νέαρ.: [242, 1717, 265, 1728]
banks-title: ΤΡΑΠΕΖΑΙ: [240, 1528, 461, 1541]
loans-row: [12, 1617, 232, 1627]
drachma-loans-row: [12, 1769, 232, 1779]
funeral-label: Η ΚΗΔΕΙΑ ΤΗΣ ΕΛΚ: [1256, 885, 1360, 898]
masthead-date-address: ΠΑΡΑΣΚΕΥΗ 17 ΣΕΠΤΕΜΒΡΙΟΥ · ΓΡΑΦΕΙΑ: ΟΔΟΣ ΚΑΡΑΓΕΩΡΓΗ ΣΕΡΒΙΑΣ 4: [100, 22, 558, 36]
brief-headline: ΑΥΞΗΣΙΣ ΧΡΗΜΑΤΟΔΟΤΗΣΕΩΝ ΔΙΑ ΤΑΣ ΕΞΑΓΩΓΑΣ ΕΙΣ ΦΙΝΛΑΝΔΙΑΝ ΚΑΙ ΒΡΑΖΙΛΙΑΝ: [473, 1142, 692, 1188]
eden-statement-headline: ΑΠΟΜΕΝΕΙ ΝΑ ΕΠΙΤΕΛΕΣΘΗ ΑΡΚΕΤΗ ΕΡΓΑΣΙΑ ΠΡΙΝ ΚΑΤΑΣΤΗ ΔΥΝΑΤΟΝ ΝΑ ΠΑΡΟΥΣΙΑΣΘΗ ΜΙΑ ΛΥΣΙΣ ΤΟΥ ΓΕΡΜΑΝΙΚΟΥ, ΔΗΛΩΣΕΝ Ο Κ. ΗΝΤΕΝ: [1232, 578, 1572, 623]
